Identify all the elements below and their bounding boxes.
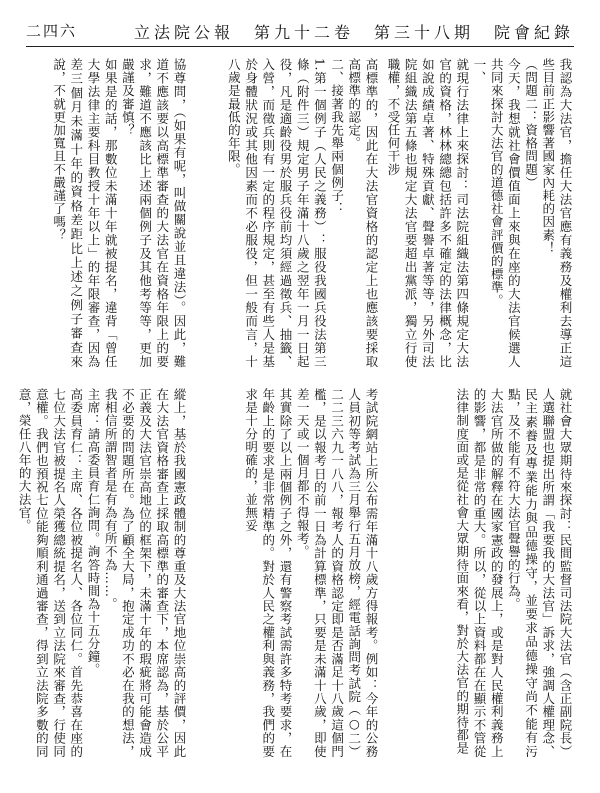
text-column-bottom-right: 就社會大眾期待來探討：民間監督司法院大法官（含正副院長）人選聯盟也提出所謂「我要我的大法官」訴求，強調人權理念、民主素養及專業能力與品德操守，並要求品德操守尚不能有污點，及不能有不符大法官聲譽的行為。 大法官所做的解釋在國家憲政的發展上，或是對人民權利義務上的影響，都是非常的重大。所以，從以上資料都在在顯示不管從法律制度面或是從社會大眾期待面來看，對於大法官的期待都是 bbox=[454, 388, 573, 758]
text-column-bottom-left: 縱上，基於我國憲政體制的尊重及大法官地位崇高的評價，因此在大法官資格審查上採取高標準的審查下，本席認為，基於公平正義及大法官崇高地位的框架下，未滿十年的瑕疵將可能會造成不必要的問題所在。為了顧全大局，抱定成功不必在我的想法，我相信所謂智者是有為有所不為……。 主席：請高委員育仁詢問。詢答時間為十五分鐘。 高委員育仁：主席、各位被提名人、各位同仁。首先恭喜在座的七位大法官被提名人榮獲總統提名，送到立法院來審查，行使同意權。我們也預祝七位能夠順利通過審查，得到立法院多數的同意，榮任八年的大法官。 bbox=[17, 388, 187, 758]
header-rule bbox=[26, 46, 574, 47]
text-column-top-left: 協尊問，（如果有呢，叫做關說並且違法）。因此，難道不應該要以高標準審查的大法官在資格年限上的要求，難道不應該比上述兩個例子及其他考等等，更加嚴謹及審慎？ 如果是的話，那數位未滿十年就被提名，違背「曾任大學法律主要科目教授十年以上」的年限審查，因為差三個月未滿十年的資格差距比上述之例子審查來說，不就更加寬且不嚴謹了嗎？ bbox=[51, 58, 187, 368]
text-column-top-middle: 高標準的，因此在大法官資格的認定上也應該要採取高標準的認定。 二、接著我先舉兩個例子： 1.第一個例子（人民之義務）：服役我國兵役法第三條（附件三）規定男子年滿十八歲之翌年一月一日起役，凡是適齡役男於服兵役前均須經過徵兵、抽籤、入營，而徵兵則有一定的程序規定，甚至有些人是基於身體狀況或其他因素而不必服役，但一般而言，十八歲是最低的年限。 bbox=[226, 58, 379, 368]
text-column-bottom-middle: 考試院網站上所公布需年滿十八歲方得報考。例如：今年的公務人員初等考試為三月舉行五月放榜，經電話詢問考試院（○二）二二三六九一八八，報考人的資格認定即是否滿足十八歲這個門檻，是以報考日的前一日為計算標準，只要是未滿十八歲，即使差一天或一個月都不得報考。 其實除了以上兩個例子之外，還有警察考試需許多特考要求，在年齡上的要求是非常精準的。對於人民之權利與義務，我們的要求是十分明確的，並無妥 bbox=[243, 388, 379, 758]
page-number: 二四六 bbox=[26, 22, 78, 40]
gazette-title: 立法院公報 第九十二卷 第三十八期 院會紀錄 bbox=[133, 23, 574, 42]
text-column-top-right: 我認為大法官，擔任大法官應有義務及權利去導正這些目前正影響著國家內耗的因素！ （問題二：資格問題） 今天，我想就社會價值面上來與在座的大法官候選人共同來探討大法官的道德社會評價的標準。 一、 就現行法律上來探討：司法院組織法第四條規定大法官的資格，林林總總包括許多不確定的法律概念，比如說成績卓著、特殊貢獻、聲譽卓著等等，另外司法院組織法第五條也規定大法官要超出黨派，獨立行使職權，不受任何干涉 bbox=[385, 58, 573, 368]
